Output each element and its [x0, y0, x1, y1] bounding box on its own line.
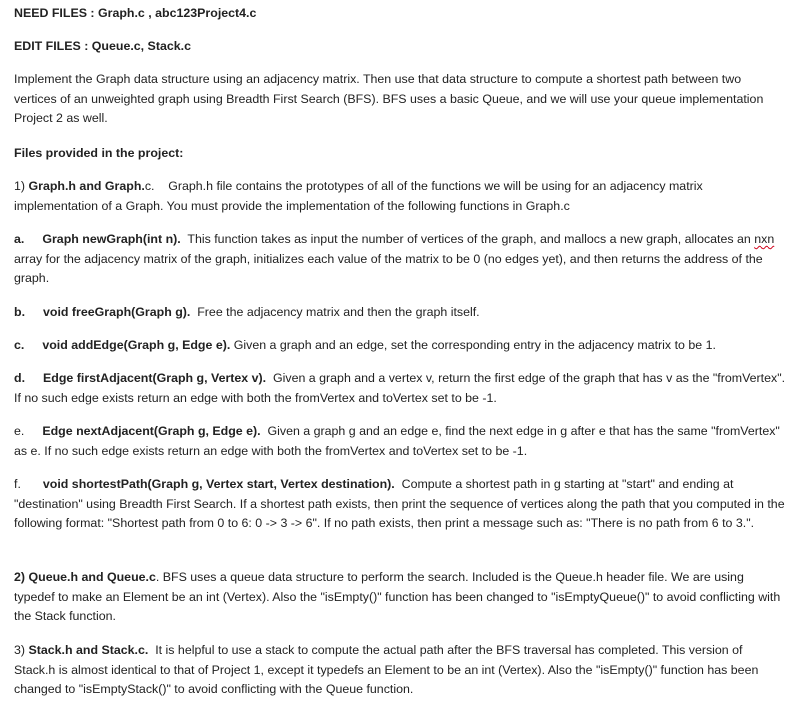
function-signature: Graph newGraph(int n). — [42, 232, 181, 246]
item-number: 2) — [14, 570, 26, 584]
function-letter: c. — [14, 338, 25, 352]
edit-files-heading: EDIT FILES : Queue.c, Stack.c — [14, 39, 191, 53]
function-b-paragraph — [14, 303, 786, 323]
item-text: Graph.h file contains the prototypes of all of the functions we will be using for an adjacency matrix implementation of a Graph. You must provide the implementation of the following functions in Graph.c — [14, 179, 703, 213]
item-title: Graph.h and Graph. — [28, 179, 145, 193]
function-text: Given a graph and a vertex v, return the first edge of the graph that has v as the "fromVertex". If no such edge exists return an edge with both the fromVertex and toVertex set to be -1. — [14, 371, 786, 405]
item-number: 1) — [14, 179, 26, 193]
function-letter: b. — [14, 305, 26, 319]
item-text: It is helpful to use a stack to compute the actual path after the BFS traversal has completed. This version of Stack.h is almost identical to that of Project 1, except it typedefs an Element to be an int (Vertex). Also the "isEmpty()" function has been changed to "isEmptyStack()" to avoid conflicting with the Queue function. — [14, 643, 759, 697]
function-c-paragraph — [14, 336, 786, 356]
function-text-pre: This function takes as input the number of vertices of the graph, and mallocs a new graph, allocates an — [187, 232, 755, 246]
queue-files-paragraph — [14, 568, 786, 627]
item-title-suffix: c. — [144, 179, 155, 193]
intro-paragraph: Implement the Graph data structure using an adjacency matrix. Then use that data structure to compute a shortest path between two vertices of an unweighted graph using Breadth First Search (BFS). BFS uses a basic Queue, and we will use your queue implementation Project 2 as well. — [14, 72, 764, 126]
item-title: Queue.h and Queue.c — [28, 570, 156, 584]
function-letter: a. — [14, 232, 25, 246]
stack-files-paragraph — [14, 641, 786, 700]
function-text: Compute a shortest path in g starting at "start" and ending at "destination" using Breadth First Search. If a shortest path exists, then print the sequence of vertices along the path that you computed in the following format: "Shortest path from 0 to 6: 0 -> 3 -> 6". If no path exists, then print a message such as: "There is no path from 6 to 3.". — [14, 477, 785, 531]
function-e-paragraph — [14, 422, 786, 461]
function-text: Given a graph and an edge, set the corresponding entry in the adjacency matrix to be 1. — [233, 338, 716, 352]
function-signature: Edge nextAdjacent(Graph g, Edge e). — [42, 424, 261, 438]
function-signature: void freeGraph(Graph g). — [43, 305, 191, 319]
function-f-paragraph — [14, 475, 786, 534]
function-a-paragraph — [14, 230, 786, 289]
function-signature: void shortestPath(Graph g, Vertex start, Vertex destination). — [42, 477, 395, 491]
function-text: Given a graph g and an edge e, find the next edge in g after e that has the same "fromVertex" as e. If no such edge exists return an edge with both the fromVertex and toVertex set to be -1. — [14, 424, 780, 458]
item-text: . BFS uses a queue data structure to perform the search. Included is the Queue.h header file. We are using typedef to make an Element be an int (Vertex). Also the "isEmpty()" function has been changed to "isEmptyQueue()" to avoid conflicting with the Stack function. — [14, 570, 781, 624]
spellcheck-marked-word: nxn — [754, 232, 775, 246]
files-provided-heading: Files provided in the project: — [14, 146, 184, 160]
need-files-heading: NEED FILES : Graph.c , abc123Project4.c — [14, 6, 257, 20]
function-text-post: array for the adjacency matrix of the graph, initializes each value of the matrix to be 0 (no edges yet), and then returns the address of the graph. — [14, 251, 763, 286]
function-letter: e. — [14, 424, 25, 438]
function-signature: Edge firstAdjacent(Graph g, Vertex v). — [43, 371, 267, 385]
function-text: Free the adjacency matrix and then the graph itself. — [197, 305, 480, 319]
item-number: 3) — [14, 643, 26, 657]
function-letter: d. — [14, 371, 26, 385]
graph-files-paragraph — [14, 177, 786, 216]
function-d-paragraph — [14, 369, 786, 408]
item-title: Stack.h and Stack.c. — [28, 643, 149, 657]
function-signature: void addEdge(Graph g, Edge e). — [42, 338, 231, 352]
function-letter: f. — [14, 477, 21, 491]
